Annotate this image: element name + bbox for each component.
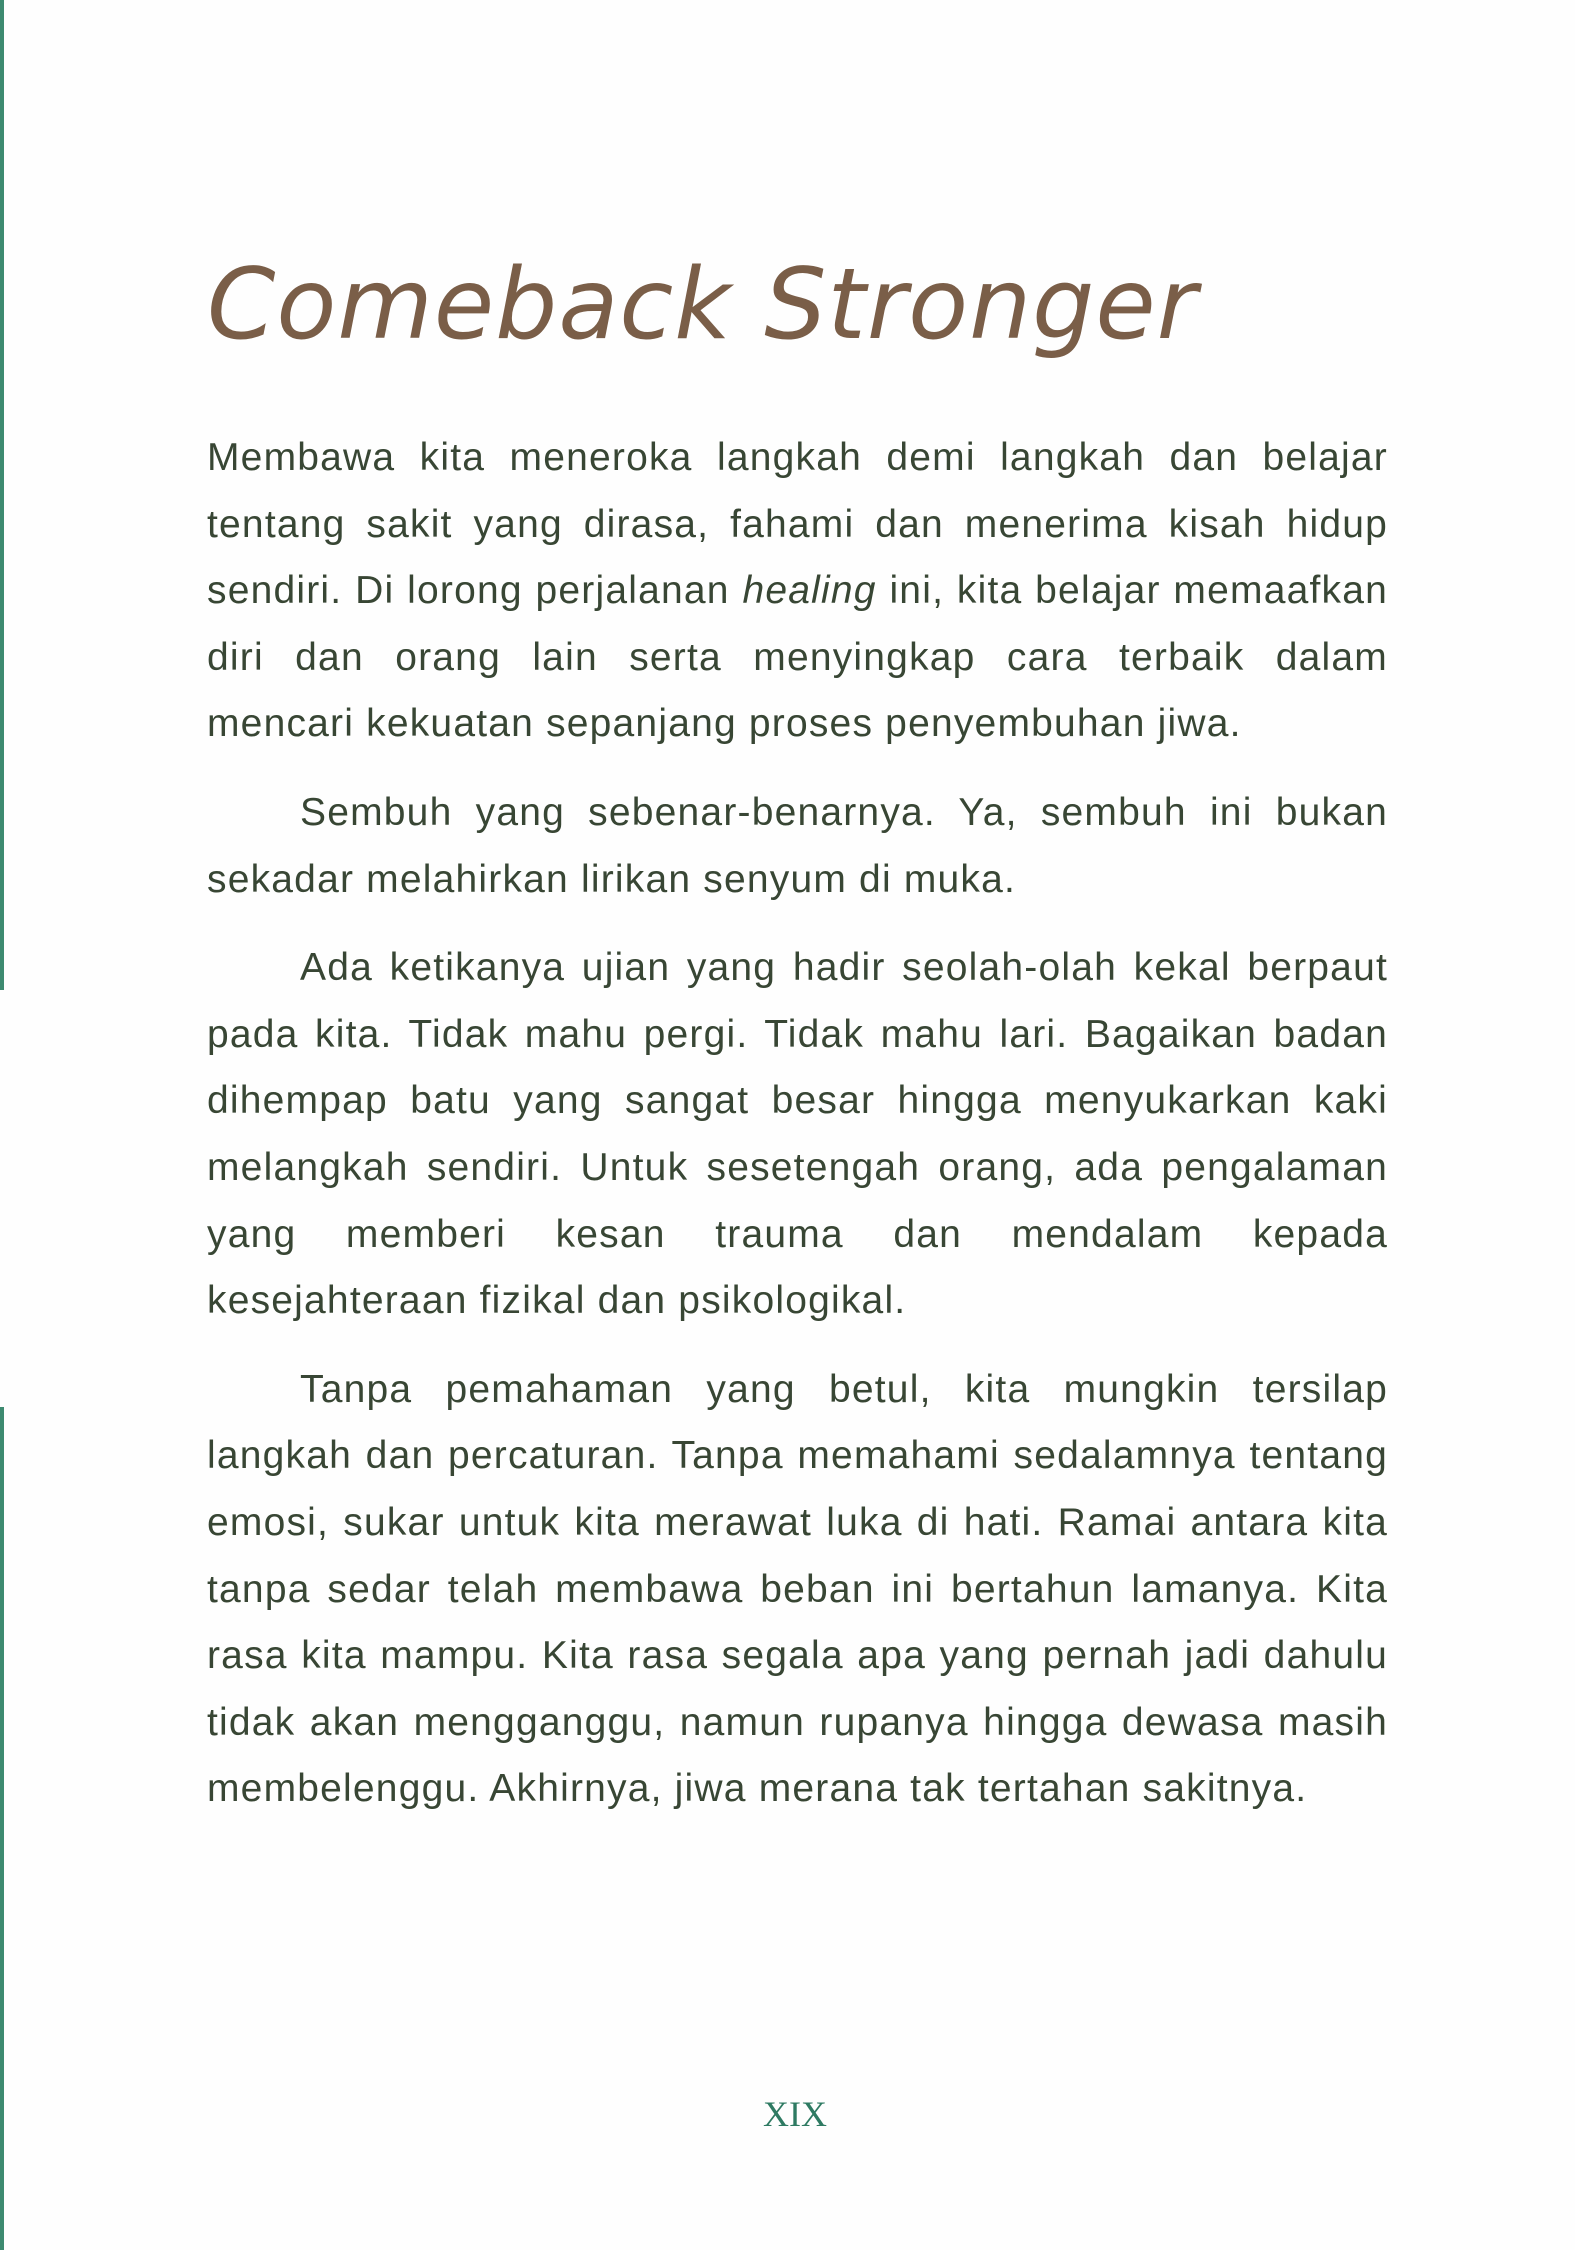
page-edge-marker-top bbox=[0, 0, 4, 990]
body-text bbox=[207, 425, 1388, 1845]
paragraph-2: Sembuh yang sebenar-benarnya. Ya, sembuh ini bukan sekadar melahirkan lirikan senyum di muka. bbox=[207, 790, 1388, 901]
paragraph-3: Ada ketikanya ujian yang hadir seolah-olah kekal berpaut pada kita. Tidak mahu pergi. Tidak mahu lari. Bagaikan badan dihempap batu yang sangat besar hingga menyukarkan kaki melangkah sendiri. Untuk sesetengah orang, ada pengalaman yang memberi kesan trauma dan mendalam kepada kesejahteraan fizikal dan psikologikal. bbox=[207, 946, 1388, 1323]
paragraph-text: Membawa kita meneroka langkah demi langkah dan belajar tentang sakit yang dirasa, fahami dan menerima kisah hidup sendiri. Di lorong perjalanan bbox=[207, 436, 1388, 613]
paragraph-text: ini, kita belajar memaafkan diri dan orang lain serta menyingkap cara terbaik dalam mencari kekuatan sepanjang proses penyembuhan jiwa. bbox=[207, 569, 1388, 746]
chapter-title: Comeback Stronger bbox=[207, 248, 1198, 362]
italic-term: healing bbox=[742, 569, 877, 613]
page-number: XIX bbox=[763, 2094, 827, 2134]
paragraph-4: Tanpa pemahaman yang betul, kita mungkin tersilap langkah dan percaturan. Tanpa memahami sedalamnya tentang emosi, sukar untuk kita merawat luka di hati. Ramai antara kita tanpa sedar telah membawa beban ini bertahun lamanya. Kita rasa kita mampu. Kita rasa segala apa yang pernah jadi dahulu tidak akan mengganggu, namun rupanya hingga dewasa masih membelenggu. Akhirnya, jiwa merana tak tertahan sakitnya. bbox=[207, 1367, 1388, 1811]
paragraph-1 bbox=[207, 425, 1388, 758]
